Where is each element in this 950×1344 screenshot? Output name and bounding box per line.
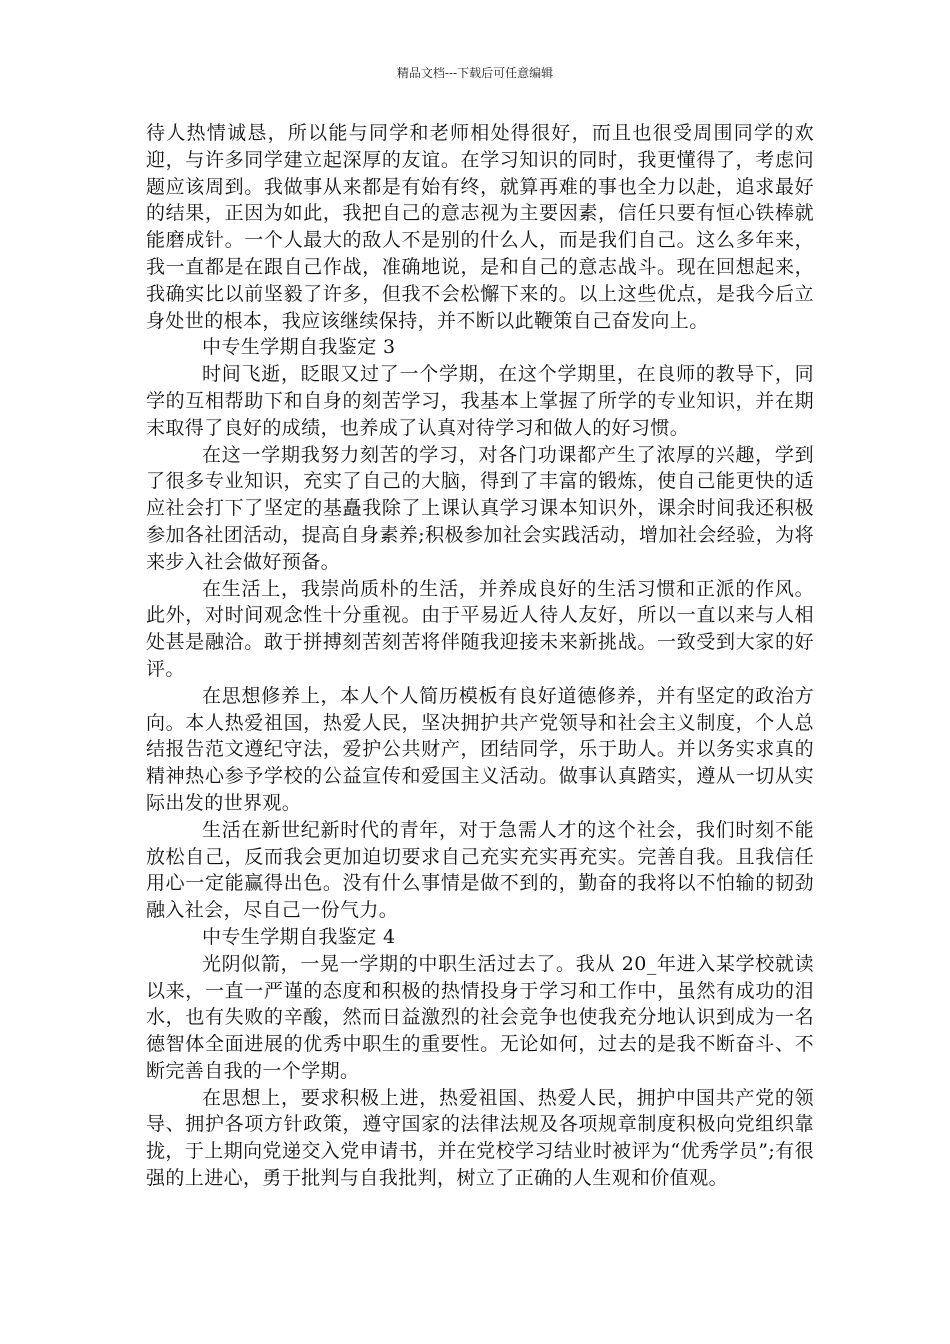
paragraph: 在思想修养上，本人个人简历模板有良好道德修养，并有坚定的政治方向。本人热爱祖国，热爱人民，坚决拥护共产党领导和社会主义制度，个人总结报告范文遵纪守法，爱护公共财产，团结同学，乐于助人。并以务实求真的精神热心参予学校的公益宣传和爱国主义活动。做事认真踏实，遵从一切从实际出发的世界观。 (146, 684, 814, 814)
paragraph: 光阴似箭，一晃一学期的中职生活过去了。我从 20_年进入某学校就读以来，一直一严谨的态度和积极的热情投身于学习和工作中，虽然有成功的泪水，也有失败的辛酸，然而日益激烈的社会竞争也使我充分地认识到成为一名德智体全面进展的优秀中职生的重要性。无论如何，过去的是我不断奋斗、不断完善自我的一个学期。 (146, 952, 814, 1082)
paragraph: 在生活上，我崇尚质朴的生活，并养成良好的生活习惯和正派的作风。此外，对时间观念性十分重视。由于平易近人待人友好，所以一直以来与人相处甚是融洽。敢于拼搏刻苦刻苦将伴随我迎接未来新挑战。一致受到大家的好评。 (146, 577, 814, 680)
page-header: 精品文档---下载后可任意编辑 (396, 66, 554, 80)
document-body (146, 120, 814, 1192)
section-heading-4: 中专生学期自我鉴定 4 (202, 925, 396, 948)
paragraph: 在思想上，要求积极上进，热爱祖国、热爱人民，拥护中国共产党的领导、拥护各项方针政策，遵守国家的法律法规及各项规章制度积极向党组织靠拢，于上期向党递交入党申请书，并在党校学习结业时被评为“优秀学员”;有很强的上进心，勇于批判与自我批判，树立了正确的人生观和价值观。 (146, 1086, 814, 1190)
paragraph: 时间飞逝，眨眼又过了一个学期，在这个学期里，在良师的教导下，同学的互相帮助下和自身的刻苦学习，我基本上掌握了所学的专业知识，并在期末取得了良好的成绩，也养成了认真对待学习和做人的好习惯。 (146, 363, 814, 439)
section-heading-3: 中专生学期自我鉴定 3 (202, 336, 396, 359)
paragraph: 生活在新世纪新时代的青年，对于急需人才的这个社会，我们时刻不能放松自己，反而我会更加迫切要求自己充实充实再充实。完善自我。且我信任用心一定能赢得出色。没有什么事情是做不到的，勤奋的我将以不怕输的韧劲融入社会，尽自己一份气力。 (146, 818, 814, 922)
paragraph-continuation: 待人热情诚恳，所以能与同学和老师相处得很好，而且也很受周围同学的欢迎，与许多同学建立起深厚的友谊。在学习知识的同时，我更懂得了，考虑问题应该周到。我做事从来都是有始有终，就算再难的事也全力以赴，追求最好的结果，正因为如此，我把自己的意志视为主要因素，信任只要有恒心铁棒就能磨成针。一个人最大的敌人不是别的什么人，而是我们自己。这么多年来，我一直都是在跟自己作战，准确地说，是和自己的意志战斗。现在回想起来，我确实比以前坚毅了许多，但我不会松懈下来的。以上这些优点，是我今后立身处世的根本，我应该继续保持，并不断以此鞭策自己奋发向上。 (146, 122, 814, 332)
paragraph: 在这一学期我努力刻苦的学习，对各门功课都产生了浓厚的兴趣，学到了很多专业知识，充实了自己的大脑，得到了丰富的锻炼，使自己能更快的适应社会打下了坚定的基矗我除了上课认真学习课本知识外，课余时间我还积极参加各社团活动，提高自身素养;积极参加社会实践活动，增加社会经验，为将来步入社会做好预备。 (146, 443, 814, 573)
